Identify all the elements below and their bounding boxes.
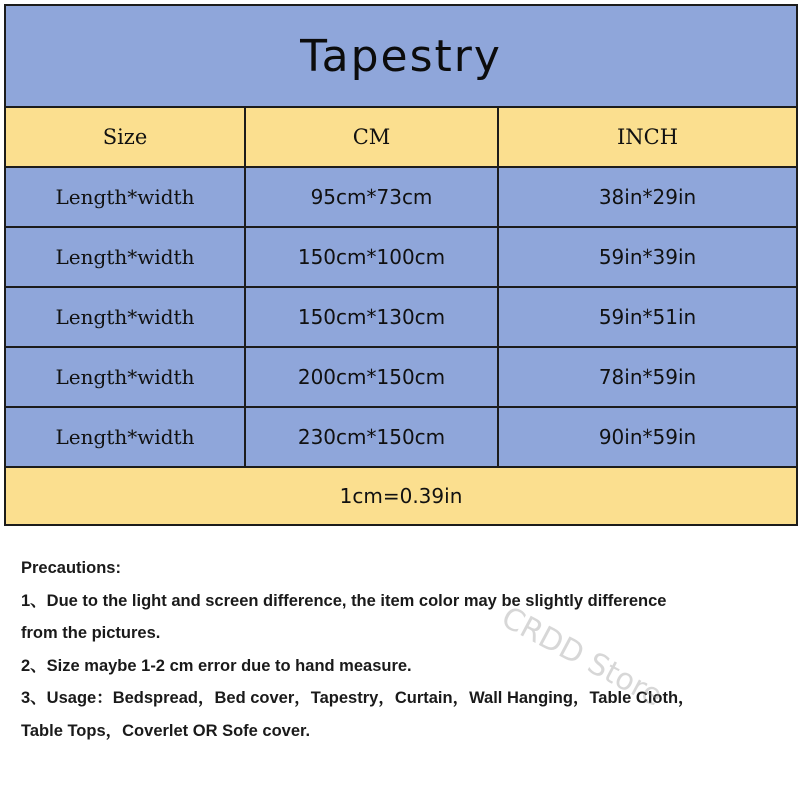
row-inch: 78in*59in: [498, 347, 797, 407]
row-label: Length*width: [5, 167, 245, 227]
row-label: Length*width: [5, 347, 245, 407]
row-cm: 95cm*73cm: [245, 167, 498, 227]
row-cm: 230cm*150cm: [245, 407, 498, 467]
row-inch: 59in*51in: [498, 287, 797, 347]
header-cm: CM: [245, 107, 498, 167]
precautions-heading: Precautions:: [21, 559, 121, 577]
row-cm: 150cm*130cm: [245, 287, 498, 347]
chart-title: Tapestry: [5, 5, 797, 107]
title-row: [5, 5, 797, 107]
conversion-note: 1cm=0.39in: [5, 467, 797, 525]
row-label: Length*width: [5, 287, 245, 347]
row-label: Length*width: [5, 407, 245, 467]
store-watermark: CRDD Store: [495, 600, 669, 714]
table-row: [5, 407, 797, 467]
precaution-line: Table Tops，Coverlet OR Sofe cover.: [21, 721, 311, 740]
footer-row: [5, 467, 797, 525]
table-row: [5, 347, 797, 407]
row-label: Length*width: [5, 227, 245, 287]
table-row: [5, 287, 797, 347]
precaution-line: 3、Usage：Bedspread，Bed cover，Tapestry，Curtain，Wall Hanging，Table Cloth，: [21, 689, 695, 707]
header-inch: INCH: [498, 107, 797, 167]
precaution-line: 1、Due to the light and screen difference, the item color may be slightly difference: [21, 591, 667, 610]
table-row: [5, 167, 797, 227]
header-row: [5, 107, 797, 167]
row-inch: 38in*29in: [498, 167, 797, 227]
precaution-line: 2、Size maybe 1-2 cm error due to hand measure.: [21, 656, 412, 675]
header-size: Size: [5, 107, 245, 167]
precaution-line: from the pictures.: [21, 624, 161, 642]
size-chart-table: [4, 4, 798, 526]
row-inch: 90in*59in: [498, 407, 797, 467]
row-cm: 150cm*100cm: [245, 227, 498, 287]
row-inch: 59in*39in: [498, 227, 797, 287]
row-cm: 200cm*150cm: [245, 347, 498, 407]
precautions-block: [21, 552, 791, 747]
table-row: [5, 227, 797, 287]
